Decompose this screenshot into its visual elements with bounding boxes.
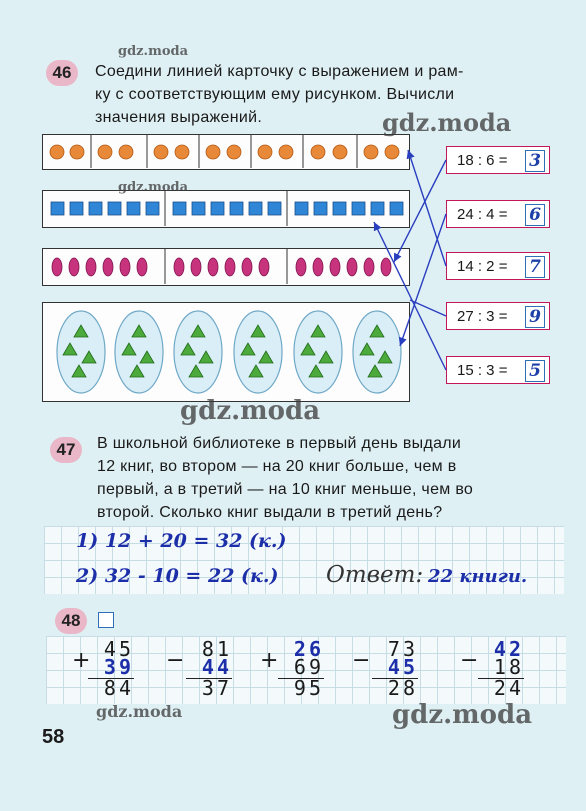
solution-step-2: 2) 32 - 10 = 22 (к.) bbox=[76, 565, 279, 587]
column-4 bbox=[372, 637, 418, 700]
column-2-top: 81 bbox=[201, 637, 232, 661]
expression-card-1-answer[interactable]: 3 bbox=[525, 150, 545, 172]
column-1-top: 45 bbox=[103, 637, 134, 661]
column-4-sign: − bbox=[352, 648, 371, 673]
watermark-5: gdz.moda bbox=[96, 702, 183, 721]
column-1-bottom: 39 bbox=[103, 655, 134, 679]
answer-value: 22 книги. bbox=[428, 566, 528, 587]
column-2-result: 37 bbox=[201, 676, 232, 700]
column-5-top: 42 bbox=[493, 637, 524, 661]
task-47-line-1: В школьной библиотеке в первый день выдали bbox=[97, 435, 462, 452]
task-46-line-2: ку с соответствующим ему рисунком. Вычисли bbox=[95, 86, 455, 103]
task-47-text bbox=[97, 432, 567, 524]
column-3-result: 95 bbox=[293, 676, 324, 700]
expression-card-2-answer[interactable]: 6 bbox=[525, 204, 545, 226]
task-47-line-4: второй. Сколько книг выдали в третий день? bbox=[97, 504, 443, 521]
task-46-number: 46 bbox=[46, 60, 78, 86]
solution-step-1: 1) 12 + 20 = 32 (к.) bbox=[76, 530, 287, 552]
column-4-top: 73 bbox=[387, 637, 418, 661]
watermark-2: gdz.moda bbox=[382, 108, 512, 137]
task-46-line-1: Соедини линией карточку с выражением и рам- bbox=[95, 63, 464, 80]
task-46-line-3: значения выражений. bbox=[95, 109, 263, 126]
watermark-3: gdz.moda bbox=[118, 180, 189, 195]
task-48-number: 48 bbox=[55, 608, 87, 634]
expression-card-2-text: 24 : 4 = bbox=[457, 205, 508, 223]
task-47-line-3: первый, а в третий — на 10 книг меньше, чем во bbox=[97, 481, 474, 498]
column-1 bbox=[88, 637, 134, 700]
column-5-bottom: 18 bbox=[493, 655, 524, 679]
expression-card-4-answer[interactable]: 9 bbox=[525, 306, 545, 328]
task-48-checkbox[interactable] bbox=[98, 612, 114, 628]
column-3-sign: + bbox=[260, 648, 279, 673]
watermark-6: gdz.moda bbox=[392, 700, 533, 730]
column-5-sign: − bbox=[460, 648, 479, 673]
column-1-sign: + bbox=[72, 648, 91, 673]
column-3-top: 26 bbox=[293, 637, 324, 661]
column-2 bbox=[186, 637, 232, 700]
task-47-line-2: 12 книг, во втором — на 20 книг больше, чем в bbox=[97, 458, 457, 475]
column-5-result: 24 bbox=[493, 676, 524, 700]
expression-card-4-text: 27 : 3 = bbox=[457, 307, 508, 325]
expression-card-5-answer[interactable]: 5 bbox=[525, 360, 545, 382]
answer-label: Ответ: bbox=[326, 562, 424, 588]
page-number: 58 bbox=[42, 726, 65, 748]
expression-card-3-text: 14 : 2 = bbox=[457, 257, 508, 275]
column-4-bottom: 45 bbox=[387, 655, 418, 679]
watermark-1: gdz.moda bbox=[118, 44, 189, 59]
column-1-result: 84 bbox=[103, 676, 134, 700]
expression-card-3-answer[interactable]: 7 bbox=[525, 256, 545, 278]
expression-card-1-text: 18 : 6 = bbox=[457, 151, 508, 169]
task-47-number: 47 bbox=[50, 437, 82, 463]
expression-card-5-text: 15 : 3 = bbox=[457, 361, 508, 379]
column-3-bottom: 69 bbox=[293, 655, 324, 679]
column-2-sign: − bbox=[166, 648, 185, 673]
column-3 bbox=[278, 637, 324, 700]
column-4-result: 28 bbox=[387, 676, 418, 700]
column-2-bottom: 44 bbox=[201, 655, 232, 679]
watermark-4: gdz.moda bbox=[180, 396, 321, 426]
column-5 bbox=[478, 637, 524, 700]
